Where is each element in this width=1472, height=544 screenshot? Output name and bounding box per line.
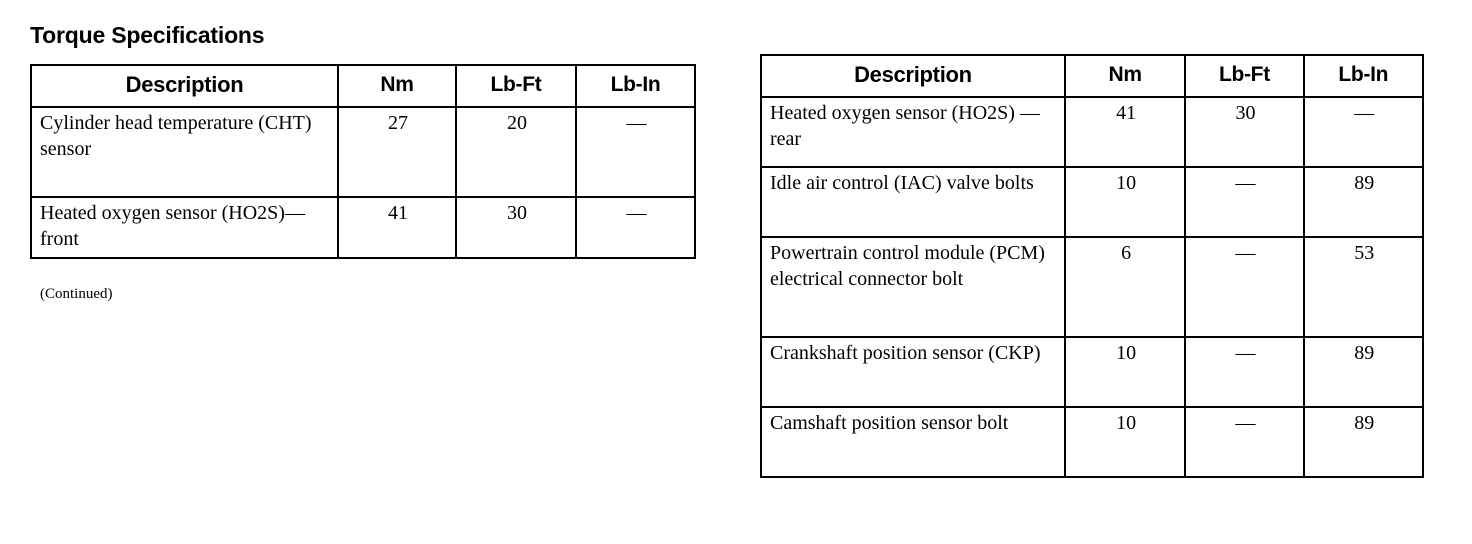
cell-lb-in: — — [576, 107, 695, 197]
column-header-lb-ft: Lb-Ft — [456, 65, 576, 107]
cell-lb-ft: — — [1185, 237, 1303, 337]
column-header-nm: Nm — [1065, 55, 1185, 97]
cell-description: Idle air control (IAC) valve bolts — [761, 167, 1065, 237]
cell-lb-ft: — — [1185, 407, 1303, 477]
torque-table-right — [760, 54, 1424, 478]
column-header-description: Description — [31, 65, 338, 107]
column-header-lb-in: Lb-In — [1304, 55, 1423, 97]
continued-note: (Continued) — [40, 286, 113, 302]
cell-nm: 41 — [1065, 97, 1185, 167]
cell-description: Crankshaft position sensor (CKP) — [761, 337, 1065, 407]
cell-lb-in: — — [576, 197, 695, 258]
cell-nm: 27 — [338, 107, 456, 197]
torque-table-left — [30, 64, 696, 259]
cell-lb-in: 89 — [1304, 337, 1423, 407]
page-title: Torque Specifications — [30, 22, 265, 48]
table-left-header-row — [31, 65, 695, 107]
cell-lb-ft: 30 — [456, 197, 576, 258]
cell-nm: 10 — [1065, 337, 1185, 407]
cell-lb-in: 53 — [1304, 237, 1423, 337]
cell-nm: 6 — [1065, 237, 1185, 337]
cell-description: Cylinder head temperature (CHT) sensor — [31, 107, 338, 197]
cell-nm: 10 — [1065, 407, 1185, 477]
cell-lb-in: 89 — [1304, 407, 1423, 477]
cell-description: Camshaft position sensor bolt — [761, 407, 1065, 477]
cell-lb-ft: — — [1185, 337, 1303, 407]
cell-description: Heated oxygen sensor (HO2S) — rear — [761, 97, 1065, 167]
table-right-header-row — [761, 55, 1423, 97]
column-header-lb-in: Lb-In — [576, 65, 695, 107]
cell-description: Powertrain control module (PCM) electrical connector bolt — [761, 237, 1065, 337]
table-row — [31, 197, 695, 258]
table-row — [761, 237, 1423, 337]
table-row — [31, 107, 695, 197]
table-row — [761, 97, 1423, 167]
cell-nm: 41 — [338, 197, 456, 258]
table-row — [761, 167, 1423, 237]
column-header-nm: Nm — [338, 65, 456, 107]
cell-lb-in: 89 — [1304, 167, 1423, 237]
column-header-description: Description — [761, 55, 1065, 97]
cell-lb-in: — — [1304, 97, 1423, 167]
cell-description: Heated oxygen sensor (HO2S)— front — [31, 197, 338, 258]
cell-lb-ft: — — [1185, 167, 1303, 237]
table-row — [761, 337, 1423, 407]
table-row — [761, 407, 1423, 477]
cell-lb-ft: 20 — [456, 107, 576, 197]
column-header-lb-ft: Lb-Ft — [1185, 55, 1303, 97]
cell-nm: 10 — [1065, 167, 1185, 237]
cell-lb-ft: 30 — [1185, 97, 1303, 167]
